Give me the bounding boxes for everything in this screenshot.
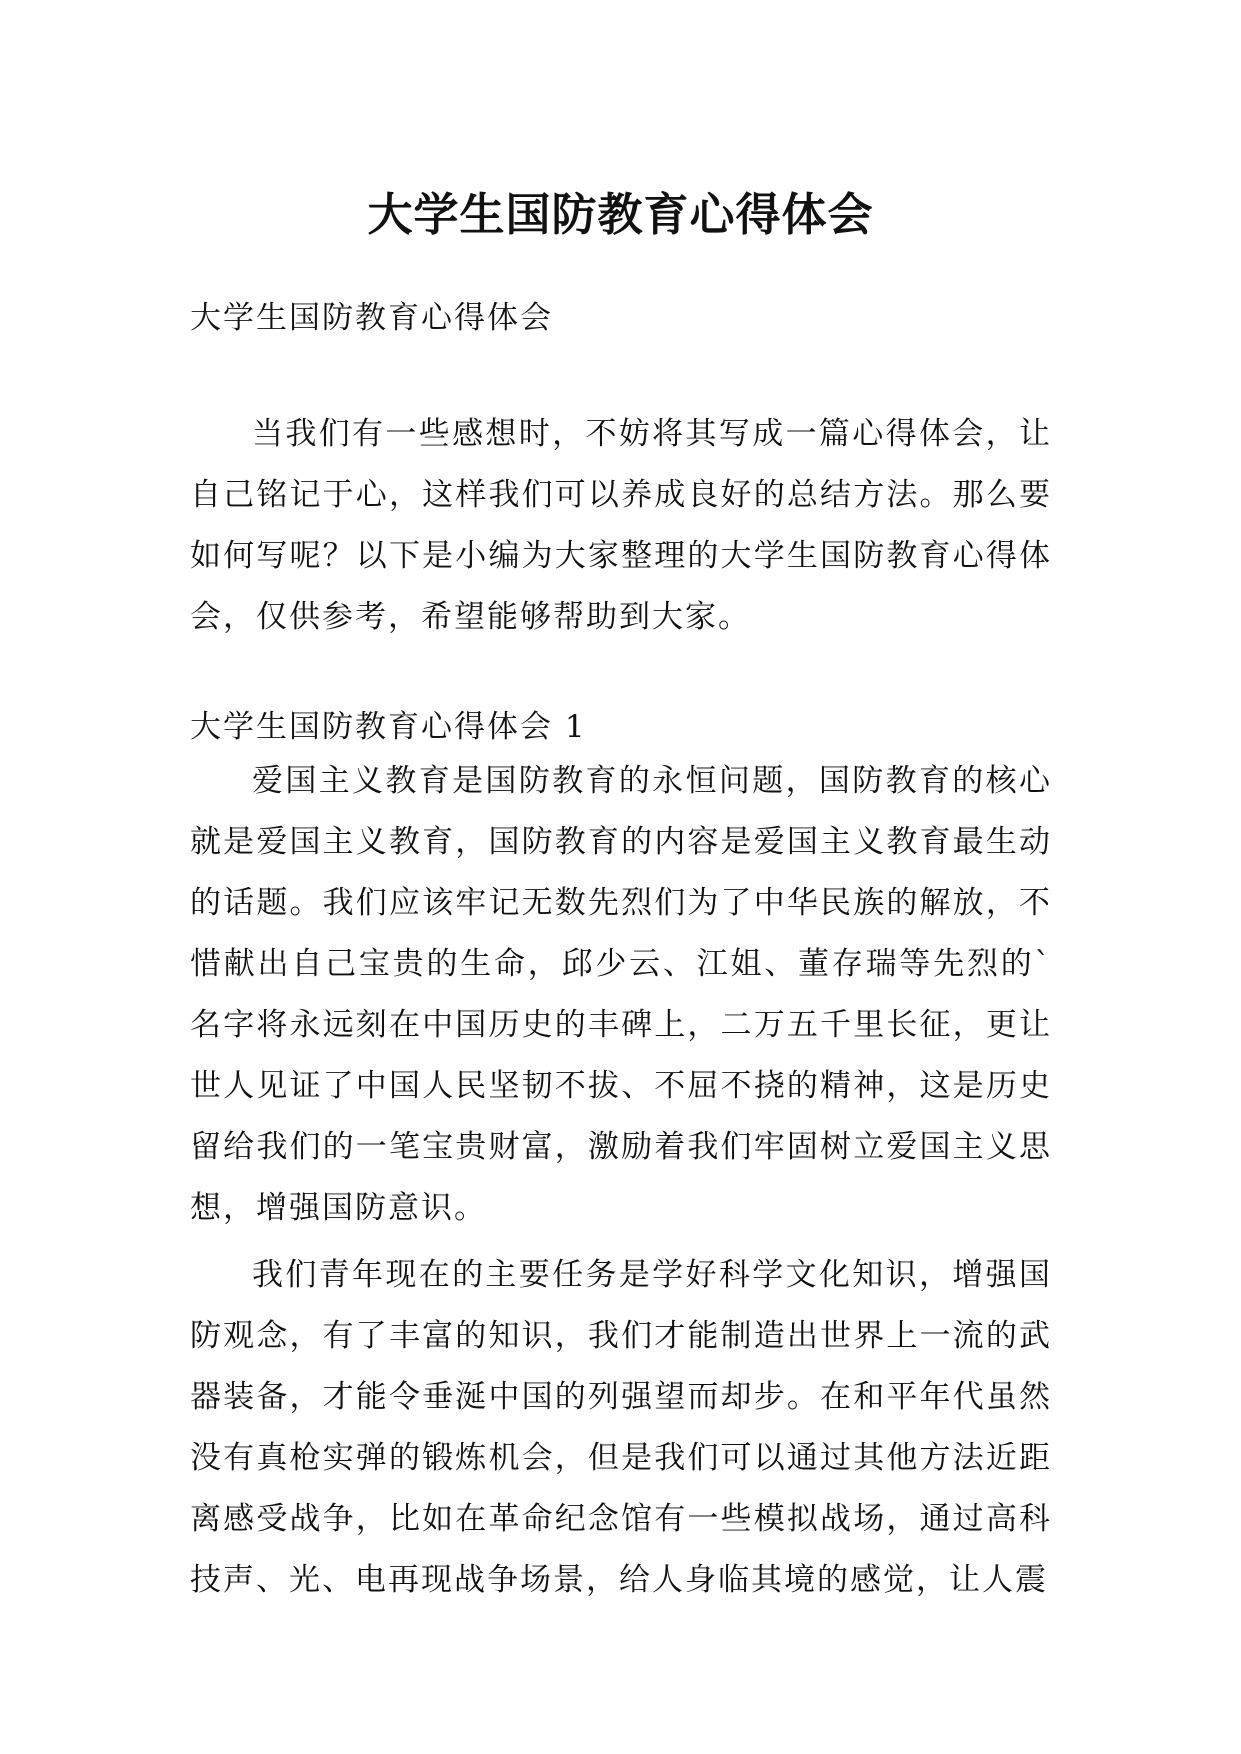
section-body bbox=[190, 751, 1052, 1611]
intro-paragraph: 当我们有一些感想时，不妨将其写成一篇心得体会，让自己铭记于心，这样我们可以养成良好的总结方法。那么要如何写呢？以下是小编为大家整理的大学生国防教育心得体会，仅供参考，希望能够帮助到大家。 bbox=[190, 416, 1052, 635]
body-paragraph: 爱国主义教育是国防教育的永恒问题，国防教育的核心就是爱国主义教育，国防教育的内容是爱国主义教育最生动的话题。我们应该牢记无数先烈们为了中华民族的解放，不惜献出自己宝贵的生命，邱少云、江姐、董存瑞等先烈的`名字将永远刻在中国历史的丰碑上，二万五千里长征，更让世人见证了中国人民坚韧不拔、不屈不挠的精神，这是历史留给我们的一笔宝贵财富，激励着我们牢固树立爱国主义思想，增强国防意识。 bbox=[190, 763, 1052, 1226]
document-subtitle: 大学生国防教育心得体会 bbox=[190, 300, 553, 336]
section-heading: 大学生国防教育心得体会 1 bbox=[190, 709, 587, 745]
body-paragraph: 我们青年现在的主要任务是学好科学文化知识，增强国防观念，有了丰富的知识，我们才能制造出世界上一流的武器装备，才能令垂涎中国的列强望而却步。在和平年代虽然没有真枪实弹的锻炼机会，但是我们可以通过其他方法近距离感受战争，比如在革命纪念馆有一些模拟战场，通过高科技声、光、电再现战争场景，给人身临其境的感觉，让人震 bbox=[190, 1257, 1052, 1598]
document-title: 大学生国防教育心得体会 bbox=[367, 188, 874, 242]
